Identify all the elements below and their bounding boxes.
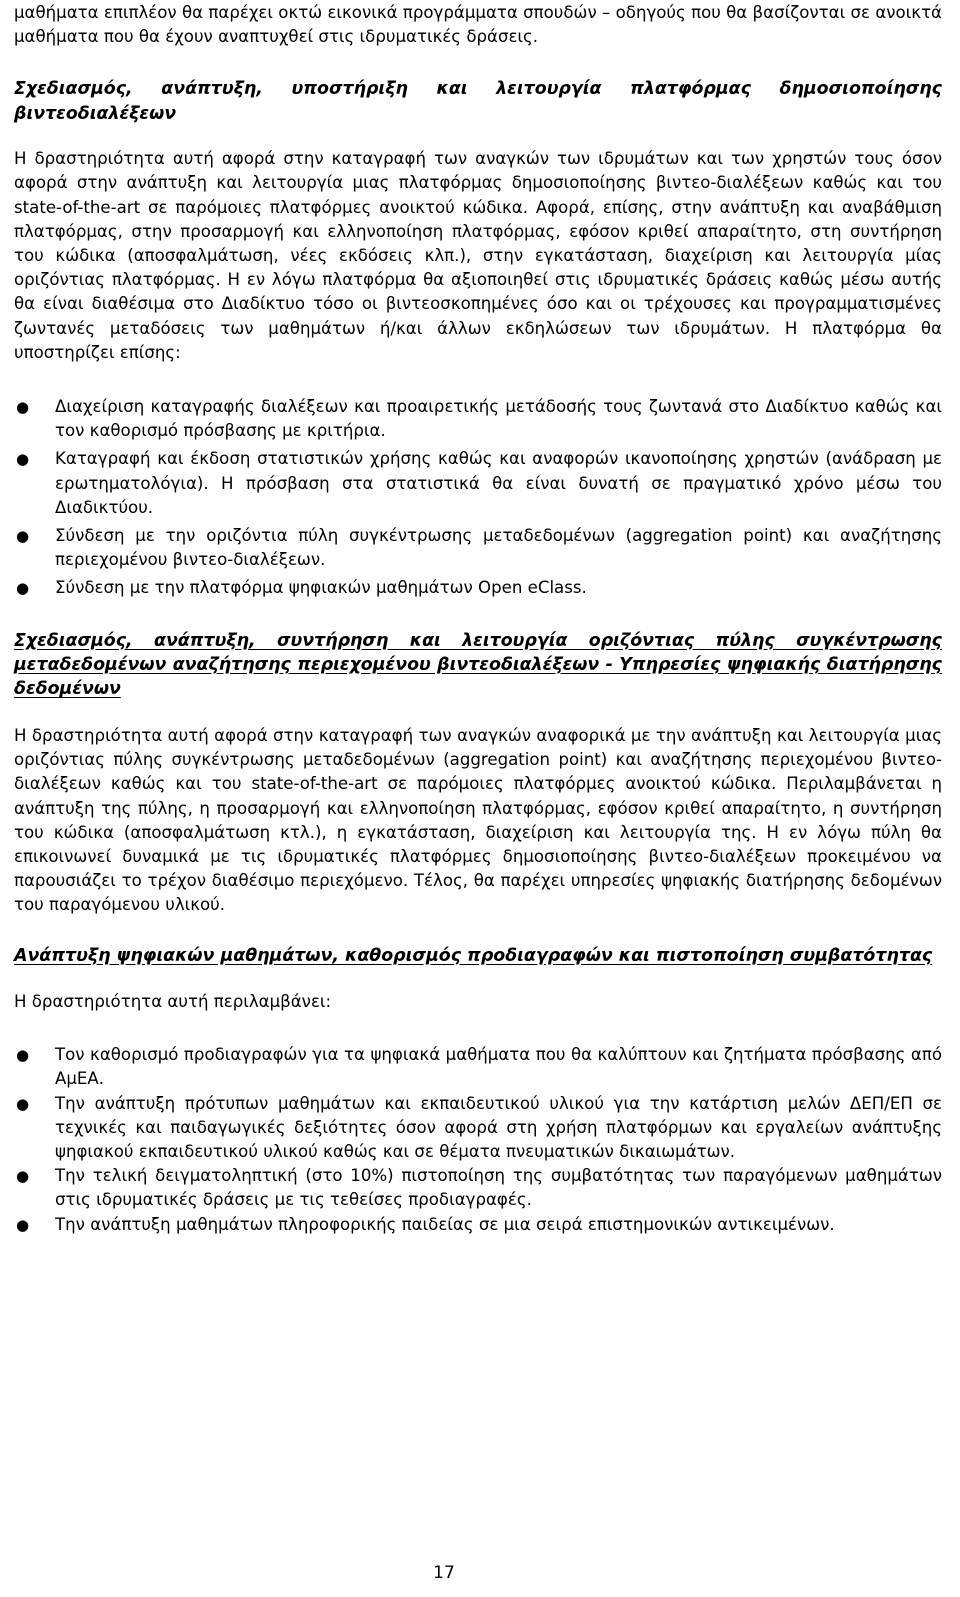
list-item	[14, 447, 942, 520]
list-item-text: Τον καθορισμό προδιαγραφών για τα ψηφιακά μαθήματα που θα καλύπτουν και ζητήματα πρόσβασης από ΑμΕΑ.	[55, 1045, 942, 1089]
bullet-icon: ●	[16, 1215, 30, 1234]
list-item-text: Διαχείριση καταγραφής διαλέξεων και προαιρετικής μετάδοσής τους ζωντανά στο Διαδίκτυο καθώς και τον καθορισμό πρόσβασης με κριτήρια.	[55, 397, 942, 441]
bullet-icon: ●	[16, 1094, 30, 1113]
section3-paragraph: Η δραστηριότητα αυτή περιλαμβάνει:	[14, 991, 332, 1011]
bullet-icon: ●	[16, 450, 30, 469]
section1-paragraph: Η δραστηριότητα αυτή αφορά στην καταγραφή των αναγκών των ιδρυμάτων και των χρηστών τους όσον αφορά στην ανάπτυξη και λειτουργία μιας πλατφόρμας δημοσιοποίησης βιντεο-διαλέξεων καθώς και του state-of-the-art σε παρόμοιες πλατφόρμες ανοικτού κώδικα. Αφορά, επίσης, στην ανάπτυξη και αναβάθμιση πλατφόρμας, στην προσαρμογή και ελληνοποίηση πλατφόρμας, εφόσον κριθεί απαραίτητο, στη συντήρηση του κώδικα (αποσφαλμάτωση, νέες εκδόσεις κλπ.), στην εγκατάσταση, διαχείριση και λειτουργία μίας οριζόντιας πλατφόρμας. Η εν λόγω πλατφόρμα θα αξιοποιηθεί στις ιδρυματικές δράσεις καθώς μέσω αυτής θα είναι διαθέσιμα στο Διαδίκτυο τόσο οι βιντεοσκοπημένες όσο και οι τρέχουσες και προγραμματισμένες ζωντανές μεταδόσεις των μαθημάτων ή/και άλλων εκδηλώσεων των ιδρυμάτων. Η πλατφόρμα θα υποστηρίζει επίσης:	[14, 149, 942, 362]
bullet-icon: ●	[16, 1046, 30, 1065]
list-item	[14, 1213, 942, 1237]
list-item-text: Καταγραφή και έκδοση στατιστικών χρήσης καθώς και αναφορών ικανοποίησης χρηστών (ανάδραση με ερωτηματολόγια). Η πρόσβαση στα στατιστικά θα είναι δυνατή σε πραγματικό χρόνο μέσω του Διαδικτύου.	[55, 449, 942, 517]
bullet-icon: ●	[16, 527, 30, 546]
list-item-text: Σύνδεση με την οριζόντια πύλη συγκέντρωσης μεταδεδομένων (aggregation point) και αναζήτησης περιεχομένου βιντεο-διαλέξεων.	[55, 526, 942, 570]
page-number: 17	[433, 1563, 455, 1583]
list-item	[14, 1092, 942, 1165]
bullet-icon: ●	[16, 398, 30, 417]
list-item-text: Σύνδεση με την πλατφόρμα ψηφιακών μαθημάτων Open eClass.	[55, 578, 587, 598]
list-item	[14, 524, 942, 572]
section1-heading: Σχεδιασμός, ανάπτυξη, υποστήριξη και λειτουργία πλατφόρμας δημοσιοποίησης βιντεοδιαλέξεων	[14, 79, 942, 124]
list-item-text: Την τελική δειγματοληπτική (στο 10%) πιστοποίηση της συμβατότητας των παραγόμενων μαθημάτων στις ιδρυματικές δράσεις με τις τεθείσες προδιαγραφές.	[55, 1166, 942, 1210]
intro-paragraph: μαθήματα επιπλέον θα παρέχει οκτώ εικονικά προγράμματα σπουδών – οδηγούς που θα βασίζονται σε ανοικτά μαθήματα που θα έχουν αναπτυχθεί στις ιδρυματικές δράσεις.	[14, 3, 942, 47]
section1-bullet-list	[14, 395, 942, 601]
section3-heading: Ανάπτυξη ψηφιακών μαθημάτων, καθορισμός προδιαγραφών και πιστοποίηση συμβατότητας	[14, 945, 933, 966]
page-content	[14, 0, 942, 1237]
bullet-icon: ●	[16, 579, 30, 598]
section2-paragraph: Η δραστηριότητα αυτή αφορά στην καταγραφή των αναγκών αναφορικά με την ανάπτυξη και λειτουργία μιας οριζόντιας πύλης συγκέντρωσης μεταδεδομένων (aggregation point) και αναζήτησης περιεχομένου βιντεο-διαλέξεων καθώς και του state-of-the-art σε παρόμοιες πλατφόρμες ανοικτού κώδικα. Περιλαμβάνεται η ανάπτυξη της πύλης, η προσαρμογή και ελληνοποίηση πλατφόρμας, εφόσον κριθεί απαραίτητο, η συντήρηση του κώδικα (αποσφαλμάτωση κτλ.), η εγκατάσταση, διαχείριση και λειτουργία της. Η εν λόγω πύλη θα επικοινωνεί δυναμικά με τις ιδρυματικές πλατφόρμες δημοσιοποίησης βιντεο-διαλέξεων προκειμένου να παρουσιάζει το τρέχον διαθέσιμο περιεχόμενο. Τέλος, θα παρέχει υπηρεσίες ψηφιακής διατήρησης δεδομένων του παραγόμενου υλικού.	[14, 725, 942, 915]
list-item	[14, 576, 942, 600]
list-item	[14, 1164, 942, 1212]
list-item-text: Την ανάπτυξη πρότυπων μαθημάτων και εκπαιδευτικού υλικού για την κατάρτιση μελών ΔΕΠ/ΕΠ σε τεχνικές και παιδαγωγικές δεξιότητες όσον αφορά στη χρήση πλατφόρμων και εργαλείων ανάπτυξης ψηφιακού εκπαιδευτικού υλικού καθώς και σε θέματα πνευματικών δικαιωμάτων.	[55, 1093, 942, 1161]
section2-heading: Σχεδιασμός, ανάπτυξη, συντήρηση και λειτουργία οριζόντιας πύλης συγκέντρωσης μεταδεδομένων αναζήτησης περιεχομένου βιντεοδιαλέξεων - Υπηρεσίες ψηφιακής διατήρησης δεδομένων	[14, 630, 942, 700]
list-item	[14, 395, 942, 443]
list-item	[14, 1043, 942, 1091]
list-item-text: Την ανάπτυξη μαθημάτων πληροφορικής παιδείας σε μια σειρά επιστημονικών αντικειμένων.	[55, 1214, 835, 1234]
section3-bullet-list	[14, 1043, 942, 1237]
bullet-icon: ●	[16, 1167, 30, 1186]
